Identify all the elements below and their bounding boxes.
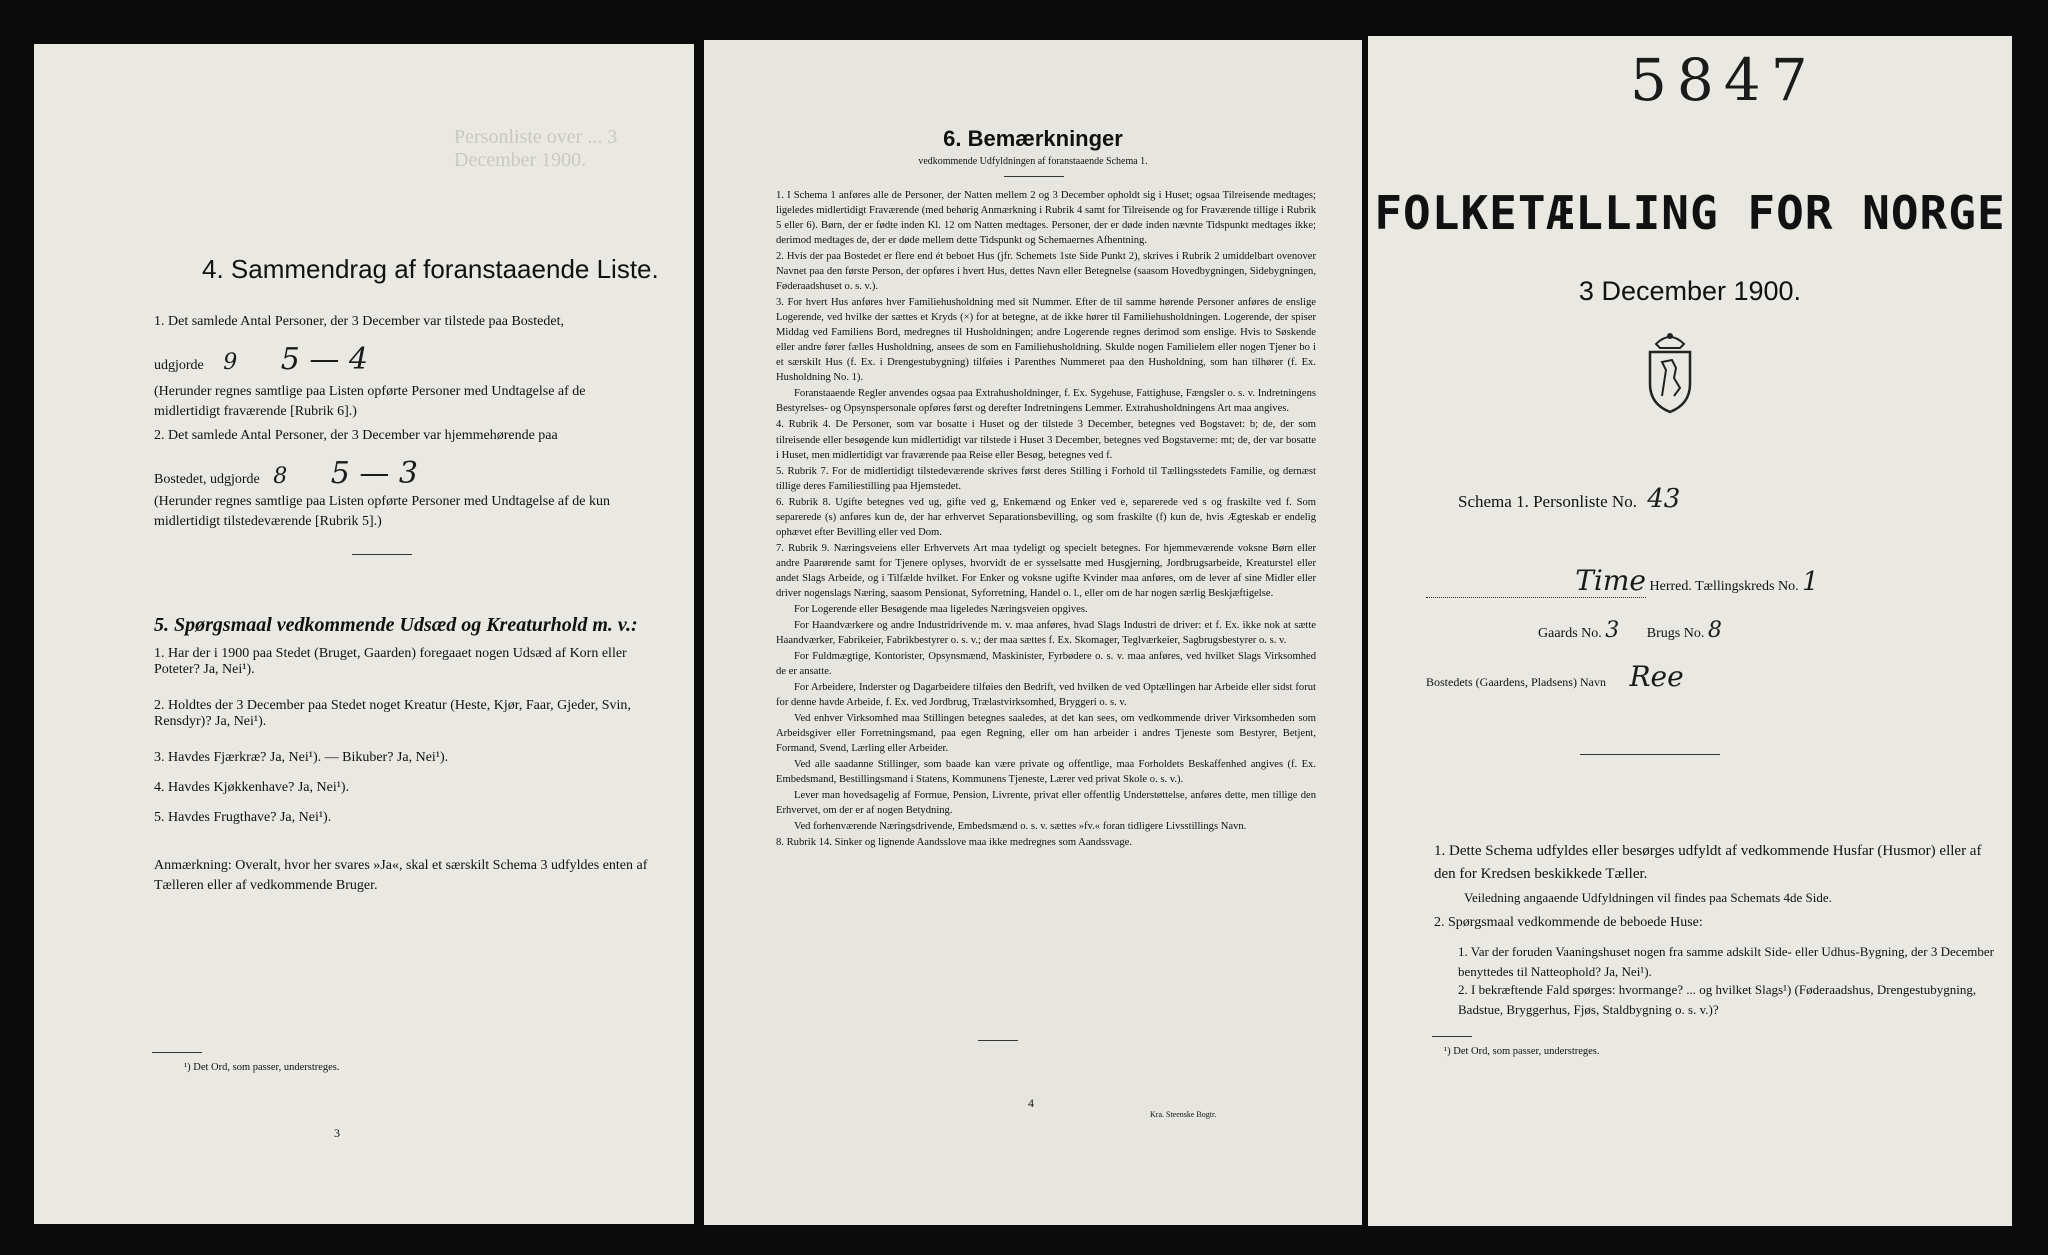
remark-paragraph: For Fuldmægtige, Kontorister, Opsynsmænd, Maskinister, Fyrbødere o. s. v. maa anføres, ved hvilket Slags Virksomhed de er ansatte. xyxy=(776,650,1316,677)
summary-q1-split: 5 — 4 xyxy=(280,342,369,377)
instruction-1-sub: Veiledning angaaende Udfyldningen vil findes paa Schemats 4de Side. xyxy=(1464,890,1832,905)
remarks-title: 6. Bemærkninger xyxy=(943,126,1123,151)
left-page-number: 3 xyxy=(334,1126,340,1140)
left-page xyxy=(34,44,694,1224)
bleed-through-header: Personliste over ... 3 December 1900. xyxy=(454,126,618,171)
remark-paragraph: For Logerende eller Besøgende maa ligeledes Næringsveien opgives. xyxy=(794,603,1088,615)
section-4-title: 4. Sammendrag af foranstaaende Liste. xyxy=(202,254,659,284)
gaards-number: 3 xyxy=(1605,618,1620,643)
remark-paragraph: Ved forhenværende Næringsdrivende, Embedsmænd o. s. v. sættes »fv.« foran tidligere Livsstillings Navn. xyxy=(794,821,1247,833)
livestock-q3: 3. Havdes Fjærkræ? Ja, Nei¹). — Bikuber? Ja, Nei¹). xyxy=(154,750,449,765)
remarks-subtitle: vedkommende Udfyldningen af foranstaaende Schema 1. xyxy=(918,156,1148,167)
summary-q1-text: 1. Det samlede Antal Personer, der 3 December var tilstede paa Bostedet, xyxy=(154,314,564,329)
remark-paragraph: Lever man hovedsagelig af Formue, Pension, Livrente, privat eller offentlig Understøttelse, anføres dette, men tillige den Erhvervet, om der er af nogen Betydning. xyxy=(776,790,1316,817)
printer-imprint: Kra. Steenske Bogtr. xyxy=(1150,1110,1217,1119)
summary-q2-split: 5 — 3 xyxy=(330,456,419,491)
remark-paragraph: For Haandværkere og andre Industridrivende m. v. maa anføres, hvad Slags Industri de driver: et f. Ex. ikke nok at sætte Haandværker, Fabrikeier, Fabrikbestyrer o. s. v.; der maa sættes f. Ex. Skomager, Teglværkeier, Sagbrugsbestyrer o. s. v. xyxy=(776,619,1316,646)
remark-paragraph: Ved enhver Virksomhed maa Stillingen betegnes saaledes, at det kan sees, om vedkommende driver Virksomheden som Arbeidsgiver eller Forretningsmand, paa egen Regning, eller om han arbeider i andres Tjeneste som Bestyrer, Betjent, Formand, Svend, Lærling eller Arbeider. xyxy=(776,713,1316,755)
ornament-rule xyxy=(1580,754,1720,755)
remarks-title-rule xyxy=(1004,176,1064,177)
bosted-value: Ree xyxy=(1629,660,1684,693)
herred-label: Herred. xyxy=(1649,579,1692,594)
kreds-label: Tællingskreds No. xyxy=(1695,579,1799,594)
right-footnote-rule xyxy=(1432,1036,1472,1037)
herred-row xyxy=(1426,564,1986,598)
instruction-2: 2. Spørgsmaal vedkommende de beboede Huse: xyxy=(1434,915,1703,930)
instruction-2-1: 1. Var der foruden Vaaningshuset nogen fra samme adskilt Side- eller Udhus-Bygning, der 3 December benyttedes til Natteophold? Ja, Nei¹). xyxy=(1458,944,1994,979)
summary-q2-note: (Herunder regnes samtlige paa Listen opførte Personer med Undtagelse af de kun midlertidigt tilstedeværende [Rubrik 5].) xyxy=(154,494,611,530)
livestock-q5: 5. Havdes Frugthave? Ja, Nei¹). xyxy=(154,810,332,825)
summary-q1-label: udgjorde xyxy=(154,358,204,373)
summary-q2-text: 2. Det samlede Antal Personer, der 3 December var hjemmehørende paa xyxy=(154,428,558,443)
remark-paragraph: 2. Hvis der paa Bostedet er flere end ét beboet Hus (jfr. Schemets 1ste Side Punkt 2), skrives i Rubrik 2 umiddelbart ovenover Navnet paa den første Person, der opføres i hvert Hus, dettes Navn eller Betegnelse (saasom Hovedbygningen, Sidebygningen, Føderaadshuset o. s. v.). xyxy=(776,251,1316,293)
remark-paragraph: 4. Rubrik 4. De Personer, som var bosatte i Huset og der tilstede 3 December, betegnes ved Bogstavet: b; de, der som tilreisende eller besøgende kun midlertidigt var tilstede i Huset 3 December, betegnes ved Bogstaverne: mt; de, der var bosatte i Huset, men midlertidigt var fraværende paa Reise eller Besøg, betegnes ved f. xyxy=(776,419,1316,461)
summary-q2-answer xyxy=(154,456,674,491)
remark-paragraph: Ved alle saadanne Stillinger, som baade kan være private og offentlige, maa Forholdets Beskaffenhed angives (f. Ex. Embedsmand, Bestillingsmand i Statens, Kommunens Tjeneste, Lærer ved privat Skole o. s. v.). xyxy=(776,759,1316,786)
kreds-number: 1 xyxy=(1802,567,1819,597)
left-footnote: ¹) Det Ord, som passer, understreges. xyxy=(184,1062,340,1073)
remark-paragraph: 7. Rubrik 9. Næringsveiens eller Erhvervets Art maa tydeligt og specielt betegnes. For hjemmeværende voksne Børn eller andre Paarørende samt for Tjenere oplyses, hvorvidt de er sysselsatte med Husgjerning, Jordbrugsarbeide, Kreaturstel eller andet Slags Arbeide, og i Tilfælde hvilket. For Enker og voksne ugifte Kvinder maa anføres, om de lever af sine Midler eller driver nogenslags Næring, saasom Pensionat, Syforretning, Handel o. l., eller om de har nogen særlig Beskjæftigelse. xyxy=(776,542,1316,599)
census-title: FOLKETÆLLING FOR NORGE xyxy=(1374,186,2006,240)
remark-paragraph: 5. Rubrik 7. For de midlertidigt tilstedeværende skrives først deres Stilling i Forhold til Tællingsstedets Familie, og dernæst tillige deres Familiestilling paa Hjemstedet. xyxy=(776,465,1316,492)
anmerkning-note: Anmærkning: Overalt, hvor her svares »Ja«, skal et særskilt Schema 3 udfyldes enten af Tælleren eller af vedkommende Bruger. xyxy=(154,858,648,894)
summary-q2-total: 8 xyxy=(273,464,288,489)
remark-paragraph: 3. For hvert Hus anføres hver Familiehusholdning med sit Nummer. Efter de til samme hørende Personer anføres de enslige Logerende, ved hvilke der sættes et Kryds (×) for at betegne, at de ikke hører til Familiehusholdningen. Logerende, der spiser Middag ved Familiens Bord, medregnes til Husholdningen; andre Logerende regnes derimod som enslige. Hvis to Søskende eller andre fører fælles Husholdning, ansees de som en Familiehusholdning. Skulde nogen Familielem eller nogen Tjener bo i et særskilt Hus (f. Ex. i Drengestubygning) tilføies i Parenthes Nummeret paa den Husholdning, som han tilhører (f. Ex. Husholdning No. 1). xyxy=(776,297,1316,384)
instruction-2-2: 2. I bekræftende Fald spørges: hvormange? ... og hvilket Slags¹) (Føderaadshus, Drengestubygning, Badstue, Bryggerhus, Fjøs, Staldbygning o. s. v.)? xyxy=(1458,982,1977,1017)
remarks-body xyxy=(776,188,1316,851)
right-footnote: ¹) Det Ord, som passer, understreges. xyxy=(1444,1046,1600,1057)
right-page xyxy=(1368,36,2012,1226)
brugs-label: Brugs No. xyxy=(1646,626,1705,641)
remark-paragraph: 6. Rubrik 8. Ugifte betegnes ved ug, gifte ved g, Enkemænd og Enker ved e, separerede ved s og fraskilte ved f. Som separerede (s) anføres kun de, der har erhvervet Separationsbevilling, og som fraskilte (f) kun de, hvis Ægteskab er endelig ophævet efter Bevilling eller ved Dom. xyxy=(776,496,1316,538)
summary-q1-answer xyxy=(154,342,674,377)
summary-q1-total: 9 xyxy=(223,350,238,375)
middle-page-number: 4 xyxy=(1028,1096,1034,1110)
schema-label xyxy=(1458,484,1680,514)
middle-page xyxy=(704,40,1362,1225)
remark-paragraph: 8. Rubrik 14. Sinker og lignende Aandsslove maa ikke medregnes som Aandssvage. xyxy=(776,837,1133,849)
remark-paragraph: 1. I Schema 1 anføres alle de Personer, der Natten mellem 2 og 3 December opholdt sig i Huset; ogsaa Tilreisende medtages; ligeledes midlertidigt Fraværende (med behørig Anmærkning i Rubrik 4 samt for Tilreisende og for Fraværende tillige i Rubrik 5 eller 6). Børn, der er fødte inden Kl. 12 om Natten medtages. Personer, der er døde inden nævnte Tidspunkt medtages ikke; derimod medtages de, der er døde mellem dette Tidspunkt og Schemaernes Afhentning. xyxy=(776,190,1316,247)
remark-paragraph: For Arbeidere, Inderster og Dagarbeidere tilføies den Bedrift, ved hvilken de ved Optællingen har Arbeide eller sidst forut for denne havde Arbeide, f. Ex. ved Jordbrug, Trælastvirksomhed, Bryggeri o. s. v. xyxy=(776,682,1316,709)
brugs-number: 8 xyxy=(1707,618,1722,643)
archive-stamp-number: 5847 xyxy=(1630,46,1818,114)
personliste-number: 43 xyxy=(1647,484,1681,514)
herred-field xyxy=(1426,564,1646,598)
livestock-q2: 2. Holdtes der 3 December paa Stedet noget Kreatur (Heste, Kjør, Faar, Gjeder, Svin, Rensdyr)? Ja, Nei¹). xyxy=(154,698,631,729)
gaards-label: Gaards No. xyxy=(1538,626,1602,641)
bosted-row xyxy=(1426,660,1684,693)
summary-q1-note: (Herunder regnes samtlige paa Listen opførte Personer med Undtagelse af de midlertidigt fraværende [Rubrik 6].) xyxy=(154,384,586,420)
census-date: 3 December 1900. xyxy=(1578,276,1802,306)
livestock-q1: 1. Har der i 1900 paa Stedet (Bruget, Gaarden) foregaaet nogen Udsæd af Korn eller Poteter? Ja, Nei¹). xyxy=(154,646,627,677)
remarks-end-rule xyxy=(978,1040,1018,1041)
gaards-row xyxy=(1538,618,1722,643)
remark-paragraph: Foranstaaende Regler anvendes ogsaa paa Extrahusholdninger, f. Ex. Sygehuse, Fattighuse, Fængsler o. s. v. Indretningens Bestyrelses- og Opsynspersonale opføres først og derefter Indretningens Lemmer. Extrahusholdningens Art maa angives. xyxy=(776,388,1316,415)
bosted-label: Bostedets (Gaardens, Pladsens) Navn xyxy=(1426,675,1606,689)
summary-q2-label: Bostedet, udgjorde xyxy=(154,472,260,487)
footnote-rule xyxy=(152,1052,202,1053)
section-5-title: 5. Spørgsmaal vedkommende Udsæd og Kreaturhold m. v.: xyxy=(154,614,638,636)
divider xyxy=(352,554,412,555)
herred-value: Time xyxy=(1575,564,1646,597)
livestock-q4: 4. Havdes Kjøkkenhave? Ja, Nei¹). xyxy=(154,780,350,795)
norway-coat-of-arms-icon xyxy=(1640,326,1700,416)
schema-label-text: Schema 1. Personliste No. xyxy=(1458,492,1637,511)
instruction-1: 1. Dette Schema udfyldes eller besørges udfyldt af vedkommende Husfar (Husmor) eller af den for Kredsen beskikkede Tæller. xyxy=(1434,843,1982,882)
